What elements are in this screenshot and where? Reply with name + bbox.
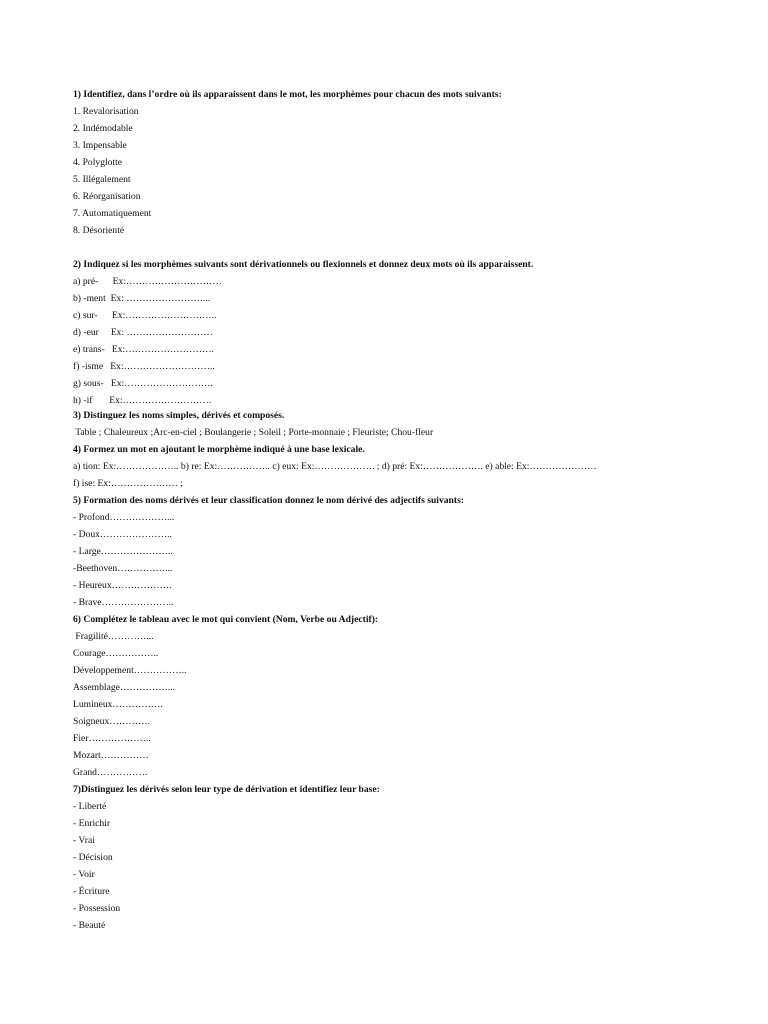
section7-item: - Vrai [73, 835, 95, 846]
section5-item: - Heureux………………. [73, 580, 172, 591]
section6-item: Soigneux…………. [73, 716, 151, 727]
section3-heading: 3) Distinguez les noms simples, dérivés et composés. [73, 410, 285, 421]
section2-item: a) pré- Ex:………………………… [73, 276, 222, 287]
section6-item: Mozart…………… [73, 750, 149, 761]
section7-item: - Possession [73, 903, 121, 914]
section2-item: c) sur- Ex:……………………….. [73, 310, 217, 321]
section7-heading: 7)Distinguez les dérivés selon leur type de dérivation et identifiez leur base: [73, 784, 380, 795]
section1-item: 8. Désorienté [73, 225, 125, 236]
section1-heading: 1) Identifiez, dans l’ordre où ils apparaissent dans le mot, les morphèmes pour chacun des mots suivants: [73, 89, 502, 100]
section1-item: 3. Impensable [73, 140, 127, 151]
section6-item: Grand……………. [73, 767, 148, 778]
section6-item: Assemblage……………... [73, 682, 176, 693]
section7-item: - Beauté [73, 920, 106, 931]
section7-item: - Enrichir [73, 818, 111, 829]
section7-item: - Décision [73, 852, 113, 863]
section6-item: Développement…………….. [73, 665, 187, 676]
section2-item: f) -isme Ex:……………………….. [73, 361, 215, 372]
section4-heading: 4) Formez un mot en ajoutant le morphème indiqué à une base lexicale. [73, 444, 365, 455]
section6-item: Lumineux……………. [73, 699, 163, 710]
section7-item: - Voir [73, 869, 95, 880]
section5-item: -Beethoven……………... [73, 563, 173, 574]
section1-item: 4. Polyglotte [73, 157, 123, 168]
section1-item: 2. Indémodable [73, 123, 133, 134]
section6-item: Courage…………….. [73, 648, 159, 659]
section5-item: - Brave………………….. [73, 597, 174, 608]
section4-line: f) ise: Ex:………………… ; [73, 478, 184, 489]
section5-item: - Profond………………... [73, 512, 175, 523]
section1-item: 5. Illégalement [73, 174, 131, 185]
section1-item: 6. Réorganisation [73, 191, 141, 202]
section6-item: Fragilité…………... [73, 631, 154, 642]
section2-heading: 2) Indiquez si les morphèmes suivants sont dérivationnels ou flexionnels et donnez deux mots où ils apparaissent. [73, 259, 534, 270]
section5-heading: 5) Formation des noms dérivés et leur classification donnez le nom dérivé des adjectifs suivants: [73, 495, 465, 506]
section5-item: - Large………………….. [73, 546, 173, 557]
section4-line: a) tion: Ex:……………….. b) re: Ex:…………….. c) eux: Ex:………………. ; d) pré: Ex:………………. e) able: Ex:………………… [73, 461, 597, 472]
section2-item: b) -ment Ex: ……………………... [73, 293, 211, 304]
section2-item: e) trans- Ex:………………………. [73, 344, 214, 355]
section5-item: - Doux………………….. [73, 529, 172, 540]
section7-item: - Écriture [73, 886, 110, 897]
section6-item: Fier……………….. [73, 733, 151, 744]
section7-item: - Liberté [73, 801, 107, 812]
section1-item: 7. Automatiquement [73, 208, 152, 219]
section1-item: 1. Revalorisation [73, 106, 139, 117]
section6-heading: 6) Complétez le tableau avec le mot qui convient (Nom, Verbe ou Adjectif): [73, 614, 379, 625]
section2-item: g) sous- Ex:………………………. [73, 378, 213, 389]
section2-item: d) -eur Ex: ……………………… [73, 327, 213, 338]
section3-word-list: Table ; Chaleureux ;Arc-en-ciel ; Boulangerie ; Soleil ; Porte-monnaie ; Fleuriste; Chou-fleur [73, 427, 434, 438]
section2-item: h) -if Ex:………………………. [73, 395, 212, 406]
